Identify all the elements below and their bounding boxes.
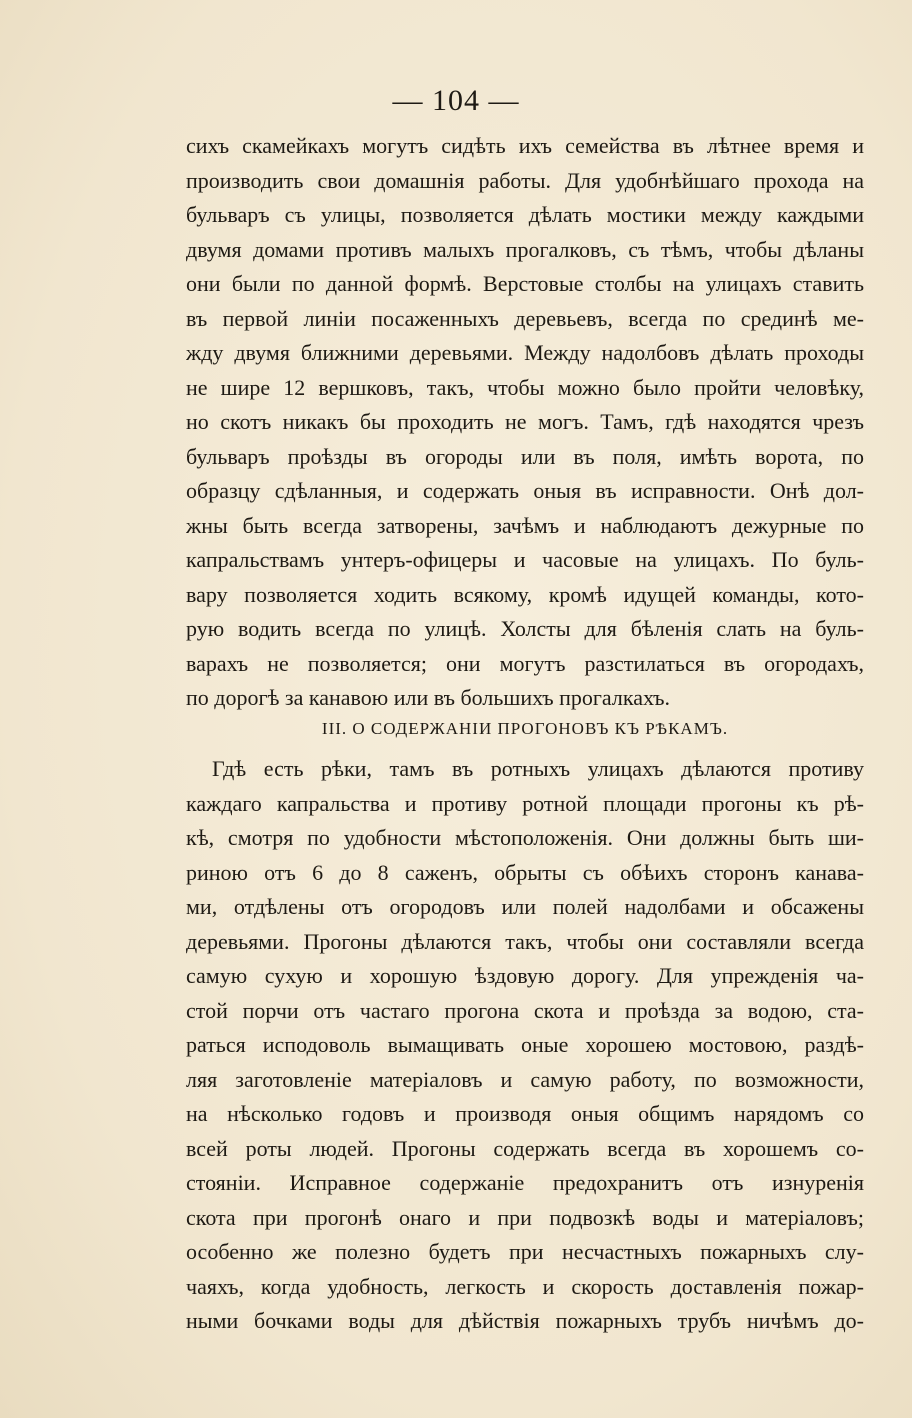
text-line: ми, отдѣлены отъ огородовъ или полей надолбами и обсажены bbox=[186, 894, 864, 919]
text-line: варахъ не позволяется; они могутъ разстилаться въ огородахъ, bbox=[186, 650, 864, 676]
paragraph-1 bbox=[186, 129, 864, 716]
text-line: въ первой линіи посаженныхъ деревьевъ, всегда по срединѣ ме- bbox=[186, 305, 864, 331]
text-line: стояніи. Исправное содержаніе предохранитъ отъ изнуренія bbox=[186, 1170, 864, 1195]
text-line: но скотъ никакъ бы проходить не могъ. Тамъ, гдѣ находятся чрезъ bbox=[186, 409, 864, 434]
text-line: деревьями. Прогоны дѣлаются такъ, чтобы они составляли всегда bbox=[186, 928, 864, 954]
text-line: всей роты людей. Прогоны содержать всегда въ хорошемъ со- bbox=[186, 1135, 864, 1161]
text-line: жны быть всегда затворены, зачѣмъ и наблюдаютъ дежурные по bbox=[186, 512, 864, 538]
text-line: сихъ скамейкахъ могутъ сидѣть ихъ семейства въ лѣтнее время и bbox=[186, 133, 864, 158]
section-heading: III. О СОДЕРЖАНІИ ПРОГОНОВЪ КЪ РѢКАМЪ. bbox=[321, 719, 729, 738]
text-line: ляя заготовленіе матеріаловъ и самую работу, по возможности, bbox=[186, 1066, 864, 1092]
text-line: особенно же полезно будетъ при несчастныхъ пожарныхъ слу- bbox=[186, 1239, 864, 1264]
text-line: не шире 12 вершковъ, такъ, чтобы можно было пройти человѣку, bbox=[186, 374, 864, 400]
text-line: каждаго капральства и противу ротной площади прогоны къ рѣ- bbox=[186, 790, 864, 816]
text-line: Гдѣ есть рѣки, тамъ въ ротныхъ улицахъ дѣлаются противу bbox=[212, 756, 864, 781]
text-line: капральствамъ унтеръ-офицеры и часовые на улицахъ. По буль- bbox=[186, 547, 864, 572]
text-line: двумя домами противъ малыхъ прогалковъ, съ тѣмъ, чтобы дѣланы bbox=[186, 236, 864, 262]
text-line: кѣ, смотря по удобности мѣстоположенія. Они должны быть ши- bbox=[186, 825, 864, 850]
text-line: чаяхъ, когда удобность, легкость и скорость доставленія пожар- bbox=[186, 1273, 864, 1299]
paragraph-2 bbox=[186, 752, 864, 1339]
text-line: риною отъ 6 до 8 саженъ, обрыты съ обѣихъ сторонъ канава- bbox=[186, 859, 864, 885]
text-line: на нѣсколько годовъ и производя оныя общимъ нарядомъ со bbox=[186, 1101, 864, 1126]
text-line: стой порчи отъ частаго прогона скота и проѣзда за водою, ста- bbox=[186, 997, 864, 1023]
text-line: образцу сдѣланныя, и содержать оныя въ исправности. Онѣ дол- bbox=[186, 478, 864, 503]
text-line: бульваръ проѣзды въ огороды или въ поля, имѣть ворота, по bbox=[186, 443, 864, 469]
text-line: скота при прогонѣ онаго и при подвозкѣ воды и матеріаловъ; bbox=[186, 1204, 864, 1230]
text-line: бульваръ съ улицы, позволяется дѣлать мостики между каждыми bbox=[186, 202, 864, 227]
text-line: самую сухую и хорошую ѣздовую дорогу. Для упрежденія ча- bbox=[186, 963, 864, 988]
text-line: рую водить всегда по улицѣ. Холсты для бѣленія слать на буль- bbox=[186, 616, 864, 641]
text-line: раться исподоволь вымащивать оные хорошею мостовою, раздѣ- bbox=[186, 1032, 864, 1057]
text-line: жду двумя ближними деревьями. Между надолбовъ дѣлать проходы bbox=[186, 340, 864, 365]
text-line: по дорогѣ за канавою или въ большихъ прогалкахъ. bbox=[186, 685, 671, 710]
text-line: они были по данной формѣ. Верстовые столбы на улицахъ ставить bbox=[186, 271, 864, 296]
text-line: вару позволяется ходить всякому, кромѣ идущей команды, кото- bbox=[186, 581, 864, 607]
text-line: производить свои домашнія работы. Для удобнѣйшаго прохода на bbox=[186, 167, 864, 193]
page-number: — 104 — bbox=[392, 84, 520, 117]
text-line: ными бочками воды для дѣйствія пожарныхъ трубъ ничѣмъ до- bbox=[186, 1308, 864, 1333]
